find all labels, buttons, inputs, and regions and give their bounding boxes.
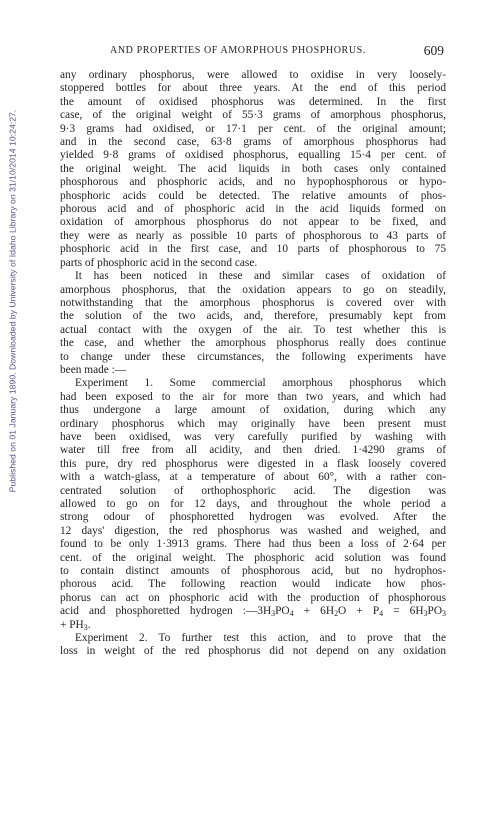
text-line: amorphous phosphorus, that the oxidation appears to go on steadily, <box>60 283 446 296</box>
text-line: the amount of oxidised phosphorus was determined. In the first <box>60 95 446 108</box>
text-line: been made :— <box>60 363 127 376</box>
text-line: with a watch-glass, at a temperature of about 60°, with a rather con- <box>60 471 446 484</box>
text-line: this pure, dry red phosphorus were digested in a flask loosely covered <box>60 457 446 470</box>
text-line: phorous acid. The following reaction would indicate how phos- <box>60 578 446 591</box>
text-line: parts of phosphoric acid in the second case. <box>60 256 258 269</box>
text-line: It has been noticed in these and similar cases of oxidation of <box>75 270 446 283</box>
text-line: Experiment 2. To further test this action, and to prove that the <box>75 632 446 645</box>
text-line: to change under these circumstances, the following experiments have <box>60 350 446 363</box>
text-line: + $PH_3$. <box>60 618 91 632</box>
text-line: have been oxidised, was very carefully purified by washing with <box>60 430 446 443</box>
text-line: strong odour of phosphoretted hydrogen was evolved. After the <box>60 511 446 524</box>
text-line: phosphoric acids could be detected. The relative amounts of phos- <box>60 189 446 202</box>
text-line: oxidation of amorphous phosphorus do not appear to be fixed, and <box>60 216 446 229</box>
download-watermark-text: Published on 01 January 1890. Downloaded by University of Idaho Library on 31/10/2014 10:24:27. <box>7 109 17 493</box>
text-line: allowed to go on for 12 days, and throughout the whole period a <box>60 498 446 510</box>
text-line: had been exposed to the air for more than two years, and which had <box>60 390 446 403</box>
text-line: loss in weight of the red phosphorus did not depend on any oxidation <box>60 645 446 658</box>
text-line: 12 days' digestion, the red phosphorus was washed and weighed, and <box>60 524 446 537</box>
text-line: they were as nearly as possible 10 parts of phosphorous to 43 parts of <box>60 229 446 242</box>
text-line: 9·3 grams had oxidised, or 17·1 per cent. of the original amount; <box>60 122 446 135</box>
text-line: any ordinary phosphorus, were allowed to oxidise in very loosely- <box>60 69 446 81</box>
text-line: phorus can act on phosphoric acid with the production of phosphorous <box>60 591 446 604</box>
text-line: to contain distinct amounts of phosphorous acid, but no hydrophos- <box>60 565 446 578</box>
text-line: water till free from all acidity, and then dried. 1·4290 grams of <box>60 444 446 457</box>
text-line: stoppered bottles for about three years. At the end of this period <box>60 82 446 95</box>
text-line: thus undergone a large amount of oxidation, during which any <box>60 404 446 417</box>
text-line: the solution of the two acids, and, therefore, presumably kept from <box>60 310 446 323</box>
text-line: cent. of the original weight. The phosphoric acid solution was found <box>60 551 446 564</box>
text-line: actual contact with the oxygen of the air. To test whether this is <box>60 323 446 336</box>
text-line: found to be only 1·3913 grams. There had thus been a loss of 2·64 per <box>60 538 446 551</box>
download-watermark <box>2 76 22 526</box>
text-line: case, of the original weight of 55·3 grams of amorphous phosphorus, <box>60 109 446 122</box>
text-line: and in the second case, 63·8 grams of amorphous phosphorus had <box>60 136 446 149</box>
text-line: phosphorous and phosphoric acids, and no hypophosphorous or hypo- <box>60 176 446 189</box>
text-line: acid and phosphoretted hydrogen $:—3H_3PO_4 + 6H_2O + P_4 = 6H_3PO_3$ <box>60 605 446 619</box>
body-text <box>60 69 446 659</box>
text-line: Experiment 1. Some commercial amorphous phosphorus which <box>75 377 446 390</box>
text-line: phosphoric acid in the first case, and 10 parts of phosphorous to 75 <box>60 243 446 256</box>
text-line: notwithstanding that the amorphous phosphorus is covered over with <box>60 296 446 309</box>
running-title: AND PROPERTIES OF AMORPHOUS PHOSPHORUS. <box>110 45 366 56</box>
text-line: yielded 9·8 grams of oxidised phosphorus, equalling 15·4 per cent. of <box>60 149 446 162</box>
text-line: ordinary phosphorus which may originally have been present must <box>60 417 446 430</box>
text-line: phorous acid and of phosphoric acid in the acid liquids formed on <box>60 203 446 216</box>
page-header <box>60 44 446 58</box>
text-line: centrated solution of orthophosphoric acid. The digestion was <box>60 484 446 497</box>
page-number: 609 <box>423 43 444 58</box>
text-line: the original weight. The acid liquids in both cases only contained <box>60 162 446 175</box>
text-line: the case, and whether the amorphous phosphorus really does continue <box>60 337 446 350</box>
